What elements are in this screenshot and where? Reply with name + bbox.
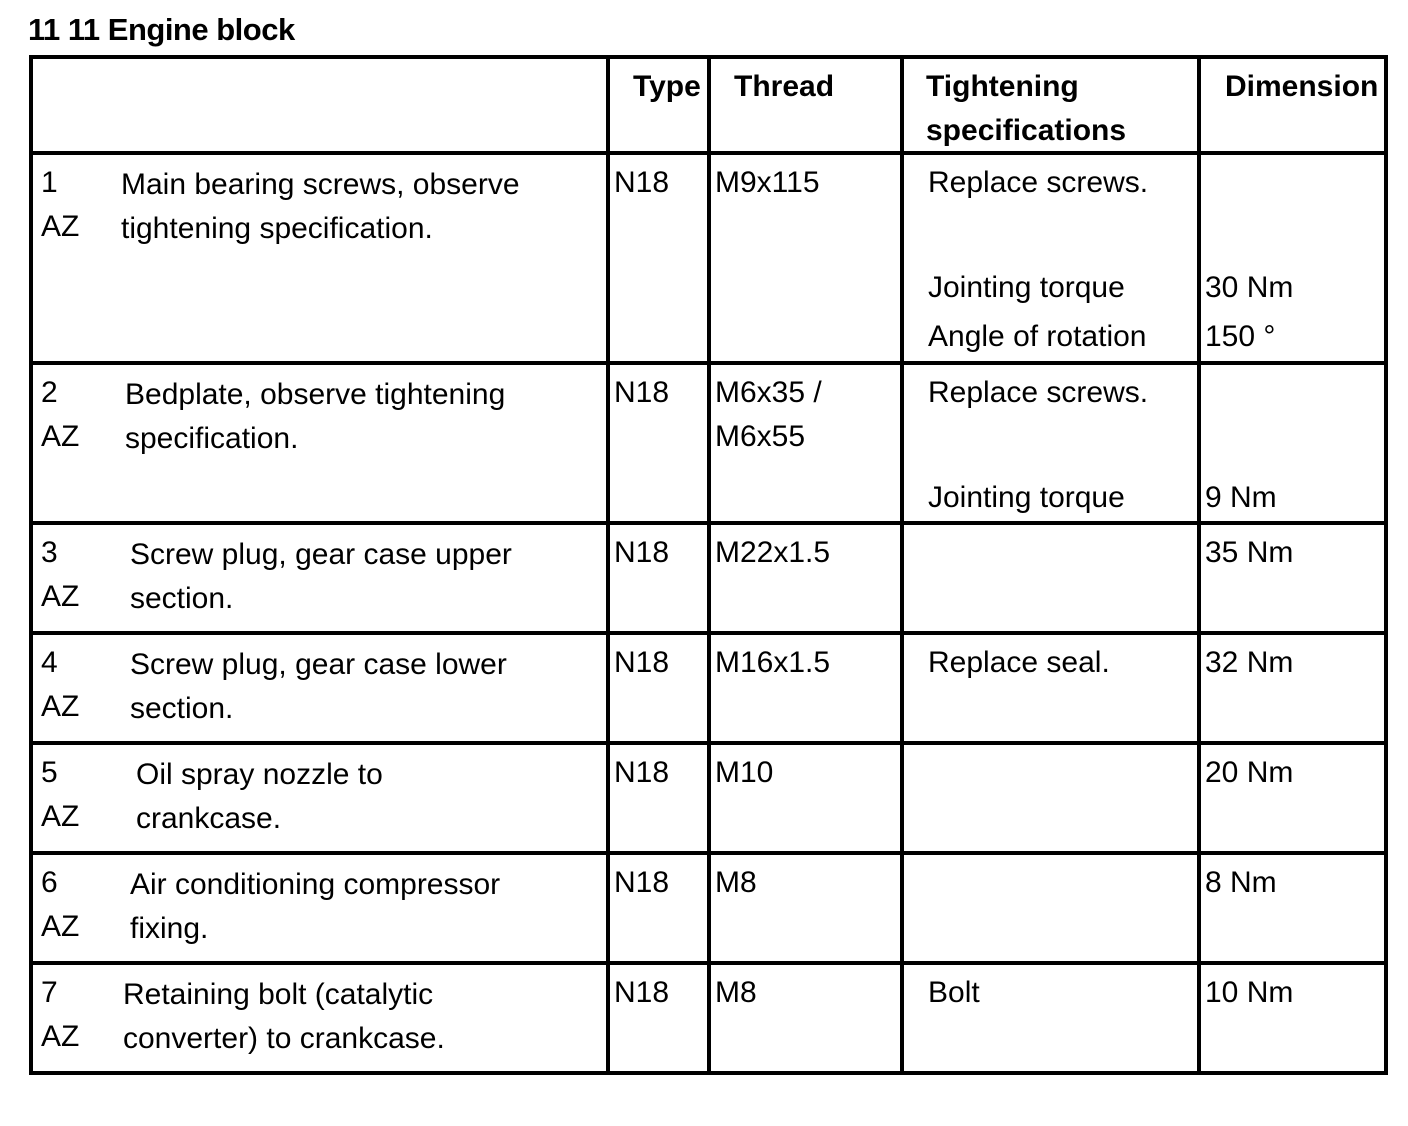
thread-cell xyxy=(709,963,902,1073)
item-thread: M8 xyxy=(715,866,757,899)
type-cell xyxy=(608,153,709,363)
item-az: AZ xyxy=(41,1020,80,1053)
item-type: N18 xyxy=(614,866,670,899)
dimension-value: 8 Nm xyxy=(1205,866,1277,899)
table-row xyxy=(31,523,1386,633)
type-cell xyxy=(608,853,709,963)
item-index: 4 xyxy=(41,646,58,679)
tightening-line: Jointing torque xyxy=(928,271,1125,304)
item-description: Air conditioning compressor fixing. xyxy=(130,868,501,945)
table-row xyxy=(31,633,1386,743)
type-cell xyxy=(608,523,709,633)
dimension-value: 32 Nm xyxy=(1205,646,1294,679)
tightening-line: Angle of rotation xyxy=(928,320,1147,353)
tightening-line: Bolt xyxy=(928,976,980,1009)
item-cell xyxy=(31,963,608,1073)
item-cell xyxy=(31,743,608,853)
item-thread: M22x1.5 xyxy=(715,536,831,569)
spec-table xyxy=(29,55,1388,1075)
item-az: AZ xyxy=(41,420,80,453)
dimension-cell xyxy=(1199,633,1386,743)
item-index: 1 xyxy=(41,166,58,199)
tightening-cell xyxy=(902,153,1199,363)
item-number xyxy=(41,641,79,729)
item-cell xyxy=(31,363,608,523)
item-number xyxy=(41,161,79,249)
item-thread: M16x1.5 xyxy=(715,646,831,679)
item-index: 7 xyxy=(41,976,58,1009)
header-thread: Thread xyxy=(734,70,835,103)
item-number xyxy=(41,971,79,1059)
item-thread: M10 xyxy=(715,756,774,789)
item-cell xyxy=(31,633,608,743)
header-type-cell xyxy=(608,57,709,153)
item-type: N18 xyxy=(614,756,670,789)
item-az: AZ xyxy=(41,690,80,723)
item-type: N18 xyxy=(614,376,670,409)
dimension-cell xyxy=(1199,743,1386,853)
tightening-cell xyxy=(902,633,1199,743)
item-thread: M6x35 / M6x55 xyxy=(715,376,822,453)
item-index: 5 xyxy=(41,756,58,789)
dimension-value: 35 Nm xyxy=(1205,536,1294,569)
tightening-cell xyxy=(902,743,1199,853)
dimension-cell xyxy=(1199,153,1386,363)
dimension-value: 30 Nm xyxy=(1205,271,1294,304)
tightening-cell xyxy=(902,523,1199,633)
thread-cell xyxy=(709,153,902,363)
table-row xyxy=(31,153,1386,363)
item-az: AZ xyxy=(41,580,80,613)
item-type: N18 xyxy=(614,976,670,1009)
item-description: Screw plug, gear case lower section. xyxy=(130,648,507,725)
item-description: Bedplate, observe tightening specification. xyxy=(125,378,506,455)
header-dimension: Dimension xyxy=(1225,70,1379,103)
header-tightening: Tightening specifications xyxy=(926,70,1127,147)
dimension-cell xyxy=(1199,963,1386,1073)
item-index: 3 xyxy=(41,536,58,569)
table-row xyxy=(31,363,1386,523)
item-number xyxy=(41,371,79,459)
table-row xyxy=(31,963,1386,1073)
header-tightening-cell xyxy=(902,57,1199,153)
header-row xyxy=(31,57,1386,153)
item-description: Main bearing screws, observe tightening specification. xyxy=(121,168,520,245)
item-thread: M8 xyxy=(715,976,757,1009)
item-description: Oil spray nozzle to crankcase. xyxy=(136,758,383,835)
tightening-cell xyxy=(902,363,1199,523)
thread-cell xyxy=(709,633,902,743)
header-blank xyxy=(31,57,608,153)
item-type: N18 xyxy=(614,646,670,679)
tightening-line: Jointing torque xyxy=(928,481,1125,514)
item-number xyxy=(41,861,79,949)
header-type: Type xyxy=(633,70,701,103)
item-type: N18 xyxy=(614,166,670,199)
thread-cell xyxy=(709,743,902,853)
table-row xyxy=(31,853,1386,963)
tightening-line: Replace screws. xyxy=(928,166,1149,199)
item-description: Screw plug, gear case upper section. xyxy=(130,538,512,615)
tightening-line: Replace screws. xyxy=(928,376,1149,409)
item-index: 2 xyxy=(41,376,58,409)
type-cell xyxy=(608,363,709,523)
item-description: Retaining bolt (catalytic converter) to crankcase. xyxy=(123,978,445,1055)
dimension-value: 10 Nm xyxy=(1205,976,1294,1009)
header-thread-cell xyxy=(709,57,902,153)
type-cell xyxy=(608,743,709,853)
item-type: N18 xyxy=(614,536,670,569)
item-cell xyxy=(31,523,608,633)
header-dimension-cell xyxy=(1199,57,1386,153)
dimension-cell xyxy=(1199,853,1386,963)
type-cell xyxy=(608,633,709,743)
item-az: AZ xyxy=(41,210,80,243)
thread-cell xyxy=(709,363,902,523)
item-index: 6 xyxy=(41,866,58,899)
item-cell xyxy=(31,153,608,363)
item-thread: M9x115 xyxy=(715,166,820,199)
item-az: AZ xyxy=(41,910,80,943)
tightening-cell xyxy=(902,853,1199,963)
thread-cell xyxy=(709,853,902,963)
dimension-value: 9 Nm xyxy=(1205,481,1277,514)
tightening-cell xyxy=(902,963,1199,1073)
item-cell xyxy=(31,853,608,963)
tightening-line: Replace seal. xyxy=(928,646,1110,679)
dimension-cell xyxy=(1199,363,1386,523)
type-cell xyxy=(608,963,709,1073)
item-number xyxy=(41,751,79,839)
item-number xyxy=(41,531,79,619)
dimension-cell xyxy=(1199,523,1386,633)
dimension-value: 150 ° xyxy=(1205,320,1276,353)
table-row xyxy=(31,743,1386,853)
thread-cell xyxy=(709,523,902,633)
item-az: AZ xyxy=(41,800,80,833)
dimension-value: 20 Nm xyxy=(1205,756,1294,789)
page-title: 11 11 Engine block xyxy=(28,12,295,47)
